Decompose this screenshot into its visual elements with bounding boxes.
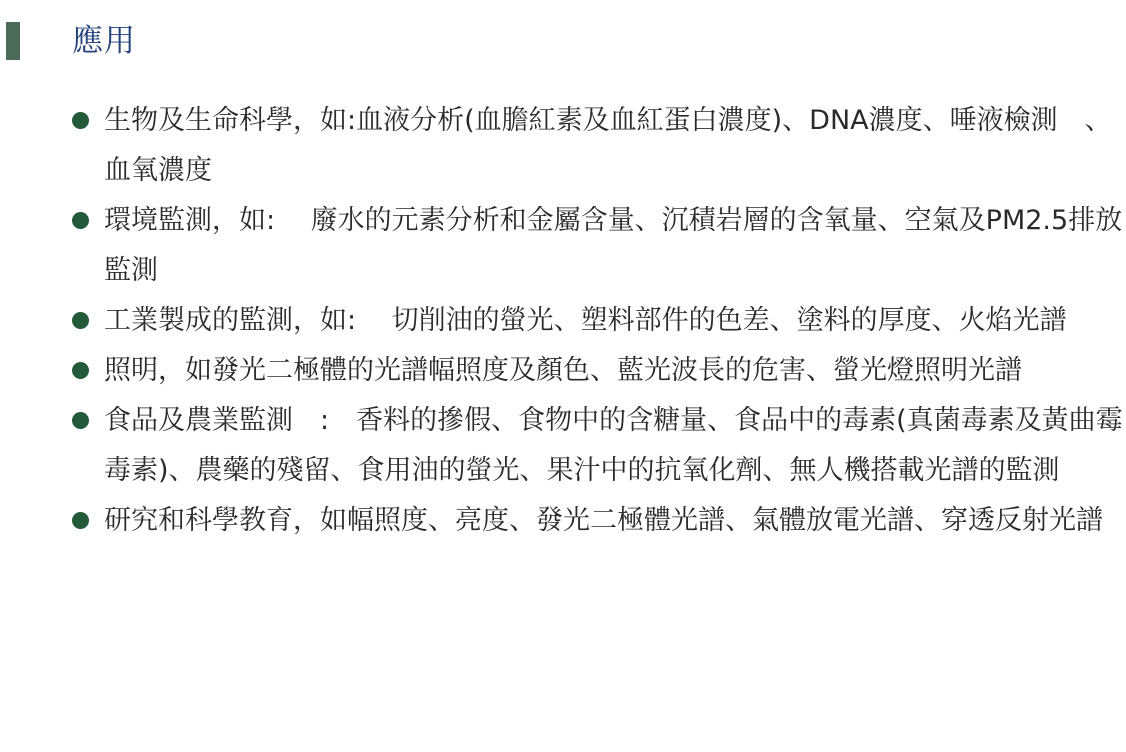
bullet-dot-icon: [72, 112, 89, 129]
list-item-text: 環境監測，如: 廢水的元素分析和金屬含量、沉積岩層的含氧量、空氣及PM2.5排放監測: [104, 205, 1123, 286]
bullet-dot-icon: [72, 362, 89, 379]
list-item: [0, 496, 1126, 546]
bullet-dot-icon: [72, 212, 89, 229]
list-item: [0, 396, 1126, 496]
list-item: [0, 346, 1126, 396]
list-item-text: 食品及農業監測 : 香料的摻假、食物中的含糖量、食品中的毒素(真菌毒素及黃曲霉毒素)、農藥的殘留、食用油的螢光、果汁中的抗氧化劑、無人機搭載光譜的監測: [104, 405, 1123, 486]
page-title: 應用: [72, 23, 136, 59]
list-item-text: 生物及生命科學，如:血液分析(血膽紅素及血紅蛋白濃度)、DNA濃度、唾液檢測 、血氧濃度: [104, 105, 1112, 186]
bullet-dot-icon: [72, 312, 89, 329]
heading-accent-bar: [6, 22, 20, 60]
bullet-dot-icon: [72, 412, 89, 429]
section-heading: [0, 22, 1126, 62]
list-item-text: 工業製成的監測，如: 切削油的螢光、塑料部件的色差、塗料的厚度、火焰光譜: [104, 305, 1067, 336]
bullet-dot-icon: [72, 512, 89, 529]
application-list: [0, 96, 1126, 546]
list-item: [0, 296, 1126, 346]
list-item-text: 研究和科學教育，如幅照度、亮度、發光二極體光譜、氣體放電光譜、穿透反射光譜: [104, 505, 1103, 536]
list-item: [0, 196, 1126, 296]
list-item-text: 照明，如發光二極體的光譜幅照度及顏色、藍光波長的危害、螢光燈照明光譜: [104, 355, 1022, 386]
list-item: [0, 96, 1126, 196]
